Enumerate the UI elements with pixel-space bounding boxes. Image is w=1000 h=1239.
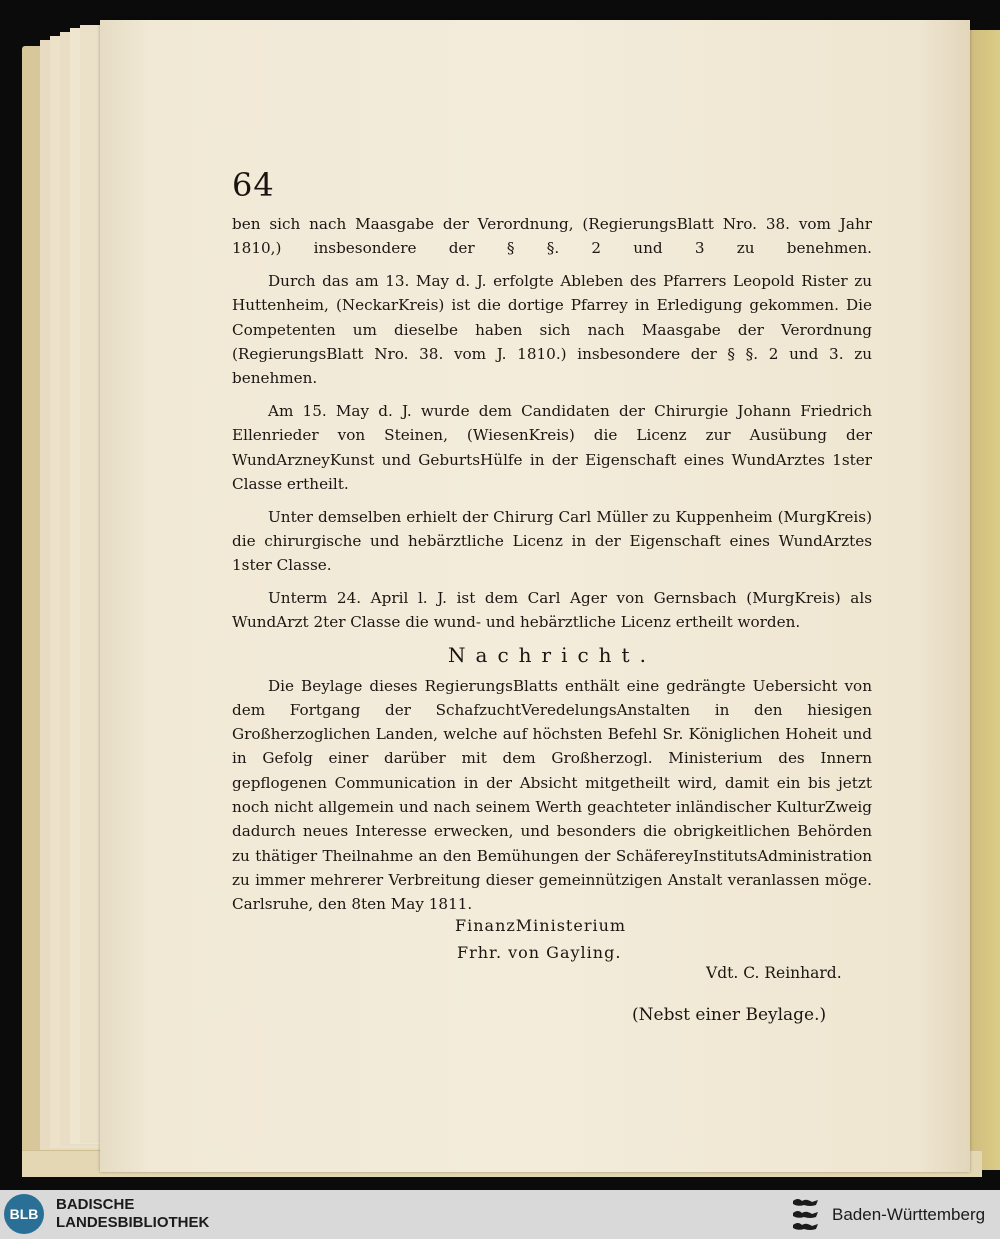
page-number: 64 bbox=[232, 166, 275, 204]
state-name[interactable]: Baden-Württemberg bbox=[832, 1205, 986, 1224]
page-body bbox=[232, 212, 872, 925]
library-name-line2: LANDESBIBLIOTHEK bbox=[56, 1214, 210, 1231]
paragraph: Unter demselben erhielt der Chirurg Carl Müller zu Kuppenheim (MurgKreis) die chirurgische und hebärztliche Licenz in der Eigenschaft eines WundArztes 1ster Classe. bbox=[232, 507, 872, 575]
notice-heading: Nachricht. bbox=[448, 643, 656, 668]
lions-emblem-icon bbox=[790, 1195, 824, 1234]
paragraph: Am 15. May d. J. wurde dem Candidaten der Chirurgie Johann Friedrich Ellenrieder von Steinen, (WiesenKreis) die Licenz zur Ausübung der WundArzneyKunst und GeburtsHülfe in der Eigenschaft eines WundArztes 1ster Classe ertheilt. bbox=[232, 402, 872, 493]
signature-name: Frhr. von Gayling. bbox=[457, 943, 622, 962]
enclosure-note: (Nebst einer Beylage.) bbox=[632, 1005, 827, 1025]
footer-bar bbox=[0, 1190, 1000, 1239]
paragraph: Durch das am 13. May d. J. erfolgte Ableben des Pfarrers Leopold Rister zu Huttenheim, (NeckarKreis) ist die dortige Pfarrey in Erledigung gekommen. Die Competenten um dieselbe haben sich nach Maasgabe der Verordnung (RegierungsBlatt Nro. 38. vom J. 1810.) insbesondere der § §. 2 und 3. zu benehmen. bbox=[232, 272, 872, 388]
paragraph: ben sich nach Maasgabe der Verordnung, (RegierungsBlatt Nro. 38. vom Jahr 1810,) insbesondere der § §. 2 und 3 zu benehmen. bbox=[232, 215, 872, 258]
library-name[interactable] bbox=[56, 1196, 209, 1232]
notice-paragraph: Die Beylage dieses RegierungsBlatts enthält eine gedrängte Uebersicht von dem Fortgang der SchafzuchtVeredelungsAnstalten in den hiesigen Großherzoglichen Landen, welche auf höchsten Befehl Sr. Königlichen Hoheit und in Gefolg einer darüber mit dem Großherzogl. Ministerium des Innern gepflogenen Communication in der Absicht mitgetheilt wird, damit ein bis jetzt noch nicht allgemein und nach seinem Werth geachteter inländischer KulturZweig dadurch neues Interesse erwecken, und besonders die obrigkeitlichen Behörden zu thätiger Theilnahme an den Bemühungen der SchäfereyInstitutsAdministration zu immer mehrerer Verbreitung dieser gemeinnützigen Anstalt veranlassen möge. Carlsruhe, den 8ten May 1811. bbox=[232, 676, 872, 914]
paragraph: Unterm 24. April l. J. ist dem Carl Ager von Gernsbach (MurgKreis) als WundArzt 2ter Classe die wund- und hebärztliche Licenz ertheilt worden. bbox=[232, 589, 872, 632]
library-name-line1: BADISCHE bbox=[56, 1196, 135, 1213]
signature-ministry: FinanzMinisterium bbox=[455, 916, 627, 935]
blb-logo[interactable]: BLB bbox=[4, 1194, 44, 1234]
countersignature: Vdt. C. Reinhard. bbox=[706, 964, 842, 982]
